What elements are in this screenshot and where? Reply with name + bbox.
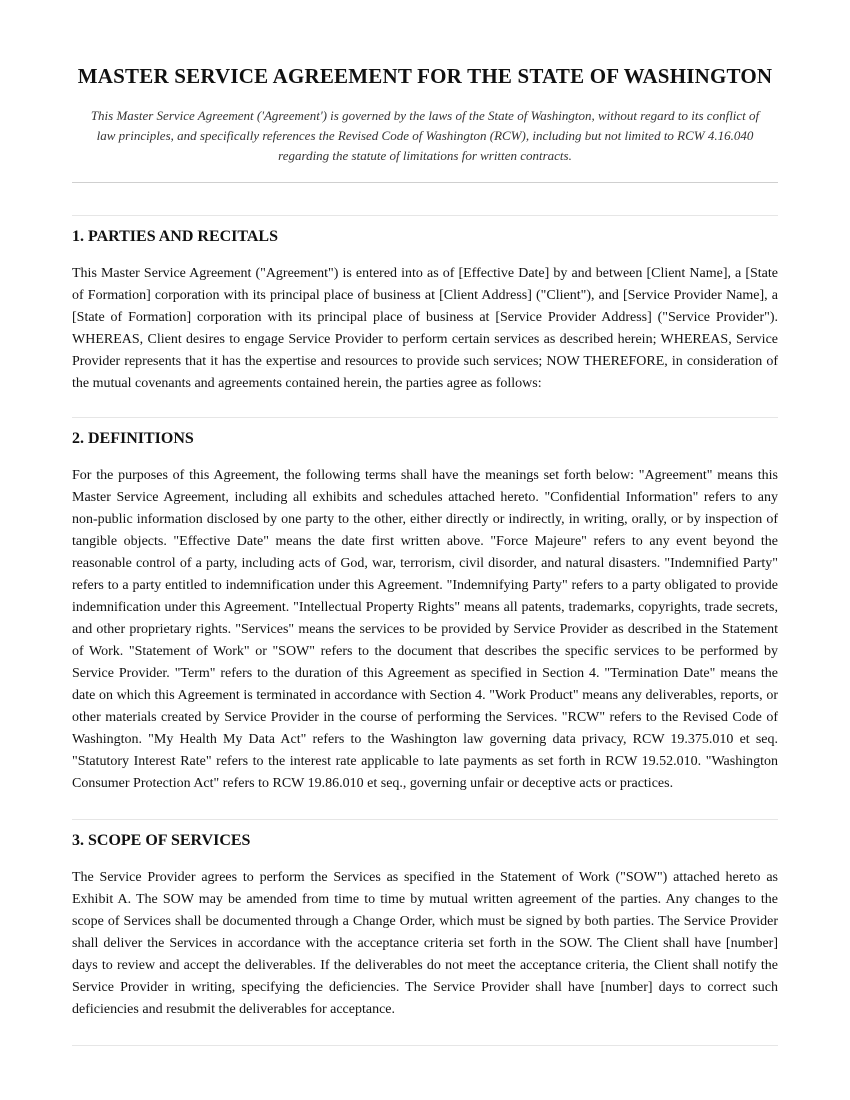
section-heading: 1. PARTIES AND RECITALS bbox=[72, 228, 278, 245]
header-divider bbox=[72, 182, 778, 183]
section-heading: 2. DEFINITIONS bbox=[72, 430, 194, 447]
section-body: For the purposes of this Agreement, the following terms shall have the meanings set forth below: "Agreement" means this Master Service Agreement, including all exhibits and schedules attached hereto. "Confidential Information" refers to any non-public information disclosed by one party to the other, either directly or indirectly, in writing, orally, or by inspection of tangible objects. "Effective Date" means the date first written above. "Force Majeure" refers to any event beyond the reasonable control of a party, including acts of God, war, terrorism, civil disorder, and natural disasters. "Indemnified Party" refers to a party entitled to indemnification under this Agreement. "Indemnifying Party" refers to a party obligated to provide indemnification under this Agreement. "Intellectual Property Rights" means all patents, trademarks, copyrights, trade secrets, and other proprietary rights. "Services" means the services to be provided by Service Provider as described in the Statement of Work. "Statement of Work" or "SOW" refers to the document that describes the specific services to be performed by Service Provider. "Term" refers to the duration of this Agreement as specified in Section 4. "Termination Date" means the date on which this Agreement is terminated in accordance with Section 4. "Work Product" means any deliverables, reports, or other materials created by Service Provider in the course of performing the Services. "RCW" refers to the Revised Code of Washington. "My Health My Data Act" refers to the Washington law governing data privacy, RCW 19.375.010 et seq. "Statutory Interest Rate" refers to the interest rate applicable to late payments as set forth in RCW 19.52.010. "Washington Consumer Protection Act" refers to RCW 19.86.010 et seq., governing unfair or deceptive acts or practices. bbox=[72, 468, 778, 791]
document-title: MASTER SERVICE AGREEMENT FOR THE STATE OF WASHINGTON bbox=[77, 64, 773, 88]
section-body: The Service Provider agrees to perform the Services as specified in the Statement of Work ("SOW") attached hereto as Exhibit A. The SOW may be amended from time to time by mutual written agreement of the parties. Any changes to the scope of Services shall be documented through a Change Order, which must be signed by both parties. The Service Provider shall deliver the Services in accordance with the acceptance criteria set forth in the SOW. The Client shall have [number] days to review and accept the deliverables. If the deliverables do not meet the acceptance criteria, the Client shall notify the Service Provider in writing, specifying the deficiencies. The Service Provider shall have [number] days to correct such deficiencies and resubmit the deliverables for acceptance. bbox=[72, 870, 778, 1017]
section-divider-next bbox=[72, 1045, 778, 1046]
section-body: This Master Service Agreement ("Agreement") is entered into as of [Effective Date] by and between [Client Name], a [State of Formation] corporation with its principal place of business at [Client Address] ("Client"), and [Service Provider Name], a [State of Formation] corporation with its principal place of business at [Service Provider Address] ("Service Provider"). WHEREAS, Client desires to engage Service Provider to perform certain services as described herein; WHEREAS, Service Provider represents that it has the expertise and resources to provide such services; NOW THEREFORE, in consideration of the mutual covenants and agreements contained herein, the parties agree as follows: bbox=[72, 266, 778, 391]
section-heading: 3. SCOPE OF SERVICES bbox=[72, 832, 251, 849]
section-definitions bbox=[72, 417, 778, 795]
section-scope-of-services bbox=[72, 819, 778, 1021]
section-parties-and-recitals bbox=[72, 215, 778, 395]
document-subtitle: This Master Service Agreement ('Agreement') is governed by the laws of the State of Washington, without regard to its conflict of law principles, and specifically references the Revised Code of Washington (RCW), including but not limited to RCW 4.16.040 regarding the statute of limitations for written contracts. bbox=[90, 108, 760, 163]
